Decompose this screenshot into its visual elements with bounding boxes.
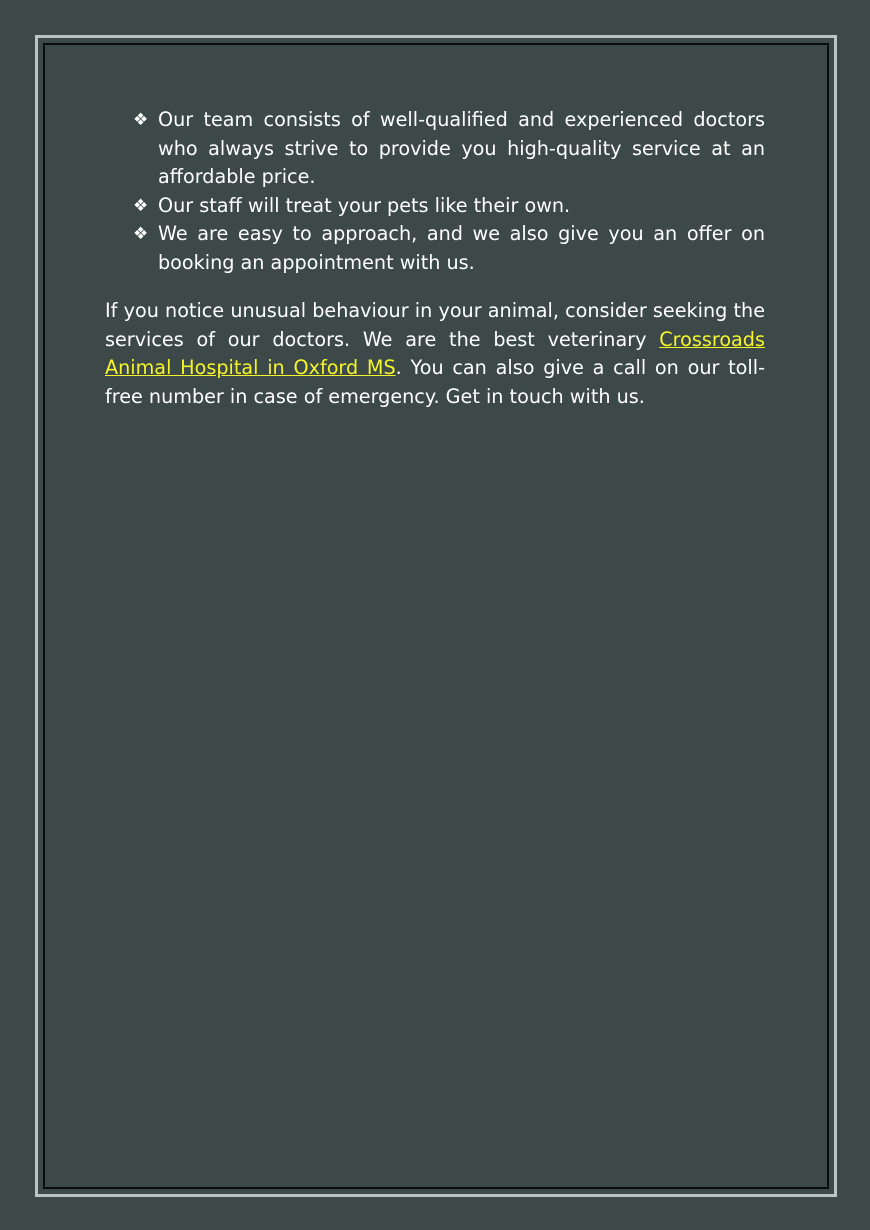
paragraph-text-before: If you notice unusual behaviour in your animal, consider seeking the services of our doctors. We are the best veterinary (105, 299, 765, 351)
list-item (105, 192, 765, 221)
paragraph-text-after: . You can also give a call on our toll-free number in case of emergency. Get in touch with us. (105, 356, 765, 408)
page-content (105, 106, 765, 411)
bullet-text: Our team consists of well-qualified and experienced doctors who always strive to provide you high-quality service at an affordable price. (158, 108, 765, 188)
diamond-bullet-icon: ❖ (133, 110, 149, 130)
bullet-text: We are easy to approach, and we also give you an offer on booking an appointment with us. (158, 222, 765, 274)
crossroads-hospital-link[interactable]: Crossroads Animal Hospital in Oxford MS (105, 327, 765, 379)
feature-bullet-list (105, 106, 765, 277)
diamond-bullet-icon: ❖ (133, 195, 149, 216)
bullet-text: Our staff will treat your pets like their own. (158, 193, 571, 217)
closing-paragraph (105, 297, 765, 411)
list-item (105, 220, 765, 277)
diamond-bullet-icon: ❖ (133, 224, 149, 244)
list-item (105, 106, 765, 192)
